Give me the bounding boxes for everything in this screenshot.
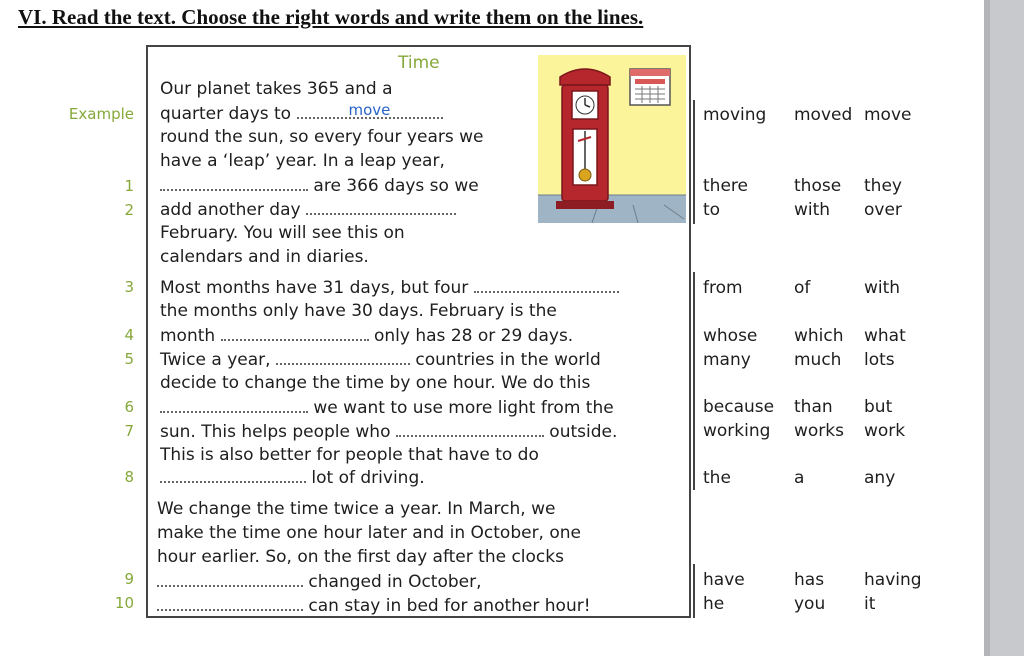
text-line: make the time one hour later and in October, one	[157, 523, 581, 543]
option-word[interactable]: it	[864, 594, 876, 614]
number-label: 2	[124, 201, 134, 219]
number-label: 4	[124, 326, 134, 344]
number-label: 6	[124, 398, 134, 416]
text-line: Our planet takes 365 and a	[160, 79, 393, 99]
text-line	[160, 349, 601, 370]
options-separator	[693, 100, 695, 224]
option-word[interactable]: with	[794, 200, 831, 220]
option-word[interactable]: a	[794, 468, 805, 488]
answer-blank-8[interactable]	[160, 467, 306, 483]
option-word[interactable]: lots	[864, 350, 895, 370]
exercise-heading: VI. Read the text. Choose the right words and write them on the lines.	[18, 5, 644, 29]
text-line: have a ‘leap’ year. In a leap year,	[160, 151, 445, 171]
option-word[interactable]: to	[703, 200, 721, 220]
text-line: decide to change the time by one hour. We do this	[160, 373, 591, 393]
option-word[interactable]: those	[794, 176, 842, 196]
option-word[interactable]: have	[703, 570, 745, 590]
text-line: hour earlier. So, on the first day after the clocks	[157, 547, 564, 567]
option-word[interactable]: much	[794, 350, 842, 370]
text-line	[160, 199, 456, 220]
answer-blank-2[interactable]	[306, 199, 456, 215]
option-word[interactable]: because	[703, 397, 775, 417]
text-fragment: are 366 days so we	[313, 176, 479, 196]
number-label: 10	[114, 594, 134, 612]
option-word[interactable]: with	[864, 278, 901, 298]
text-line	[157, 571, 482, 592]
number-label: 5	[124, 350, 134, 368]
text-line	[160, 277, 619, 298]
option-word[interactable]: working	[703, 421, 771, 441]
option-word[interactable]: works	[794, 421, 844, 441]
option-word[interactable]: there	[703, 176, 748, 196]
text-fragment: sun. This helps people who	[160, 422, 391, 442]
option-word[interactable]: any	[864, 468, 896, 488]
option-word[interactable]: from	[703, 278, 743, 298]
text-line	[160, 103, 443, 124]
passage-title: Time	[398, 53, 440, 73]
number-label: 8	[124, 468, 134, 486]
option-word[interactable]: the	[703, 468, 731, 488]
option-word[interactable]: you	[794, 594, 826, 614]
answer-blank-4[interactable]	[221, 325, 369, 341]
number-label: 7	[124, 422, 134, 440]
text-line	[160, 467, 425, 488]
answer-blank-7[interactable]	[396, 421, 544, 437]
text-line: We change the time twice a year. In March, we	[157, 499, 556, 519]
options-separator	[693, 564, 695, 618]
options-separator	[693, 272, 695, 490]
option-word[interactable]: moving	[703, 105, 767, 125]
text-fragment: can stay in bed for another hour!	[308, 596, 591, 616]
text-fragment: month	[160, 326, 216, 346]
option-word[interactable]: whose	[703, 326, 758, 346]
option-word[interactable]: he	[703, 594, 725, 614]
text-line: round the sun, so every four years we	[160, 127, 484, 147]
clock-illustration	[538, 55, 686, 223]
option-word[interactable]: having	[864, 570, 922, 590]
answer-blank-5[interactable]	[276, 349, 410, 365]
text-line	[160, 421, 617, 442]
option-word[interactable]: what	[864, 326, 906, 346]
text-fragment: quarter days to	[160, 104, 292, 124]
answer-blank-1[interactable]	[160, 175, 308, 191]
text-fragment: Twice a year,	[160, 350, 271, 370]
example-answer: move	[348, 101, 391, 119]
option-word[interactable]: of	[794, 278, 811, 298]
grandfather-clock-icon	[556, 69, 614, 209]
text-fragment: countries in the world	[415, 350, 601, 370]
text-fragment: add another day	[160, 200, 301, 220]
window-scrollbar[interactable]	[984, 0, 1024, 656]
text-line: This is also better for people that have to do	[160, 445, 539, 465]
number-label: 1	[124, 177, 134, 195]
option-word[interactable]: move	[864, 105, 912, 125]
option-word[interactable]: has	[794, 570, 825, 590]
text-line	[160, 325, 573, 346]
option-word[interactable]: many	[703, 350, 751, 370]
scrollbar-edge	[984, 0, 990, 656]
text-fragment: lot of driving.	[311, 468, 425, 488]
option-word[interactable]: over	[864, 200, 902, 220]
option-word[interactable]: than	[794, 397, 833, 417]
answer-blank-10[interactable]	[157, 595, 303, 611]
text-line: February. You will see this on	[160, 223, 405, 243]
number-label: 9	[124, 570, 134, 588]
text-fragment: changed in October,	[308, 572, 482, 592]
example-label: Example	[68, 105, 134, 123]
text-fragment: Most months have 31 days, but four	[160, 278, 469, 298]
option-word[interactable]: work	[864, 421, 906, 441]
text-line: calendars and in diaries.	[160, 247, 369, 267]
text-line	[160, 175, 479, 196]
example-answer-blank	[297, 103, 443, 119]
answer-blank-3[interactable]	[474, 277, 619, 293]
text-line: the months only have 30 days. February is the	[160, 301, 557, 321]
option-word[interactable]: which	[794, 326, 844, 346]
option-word[interactable]: but	[864, 397, 893, 417]
number-label: 3	[124, 278, 134, 296]
answer-blank-6[interactable]	[160, 397, 308, 413]
option-word[interactable]: moved	[794, 105, 853, 125]
answer-blank-9[interactable]	[157, 571, 303, 587]
text-fragment: only has 28 or 29 days.	[374, 326, 574, 346]
text-fragment: outside.	[549, 422, 618, 442]
calendar-icon	[630, 69, 670, 105]
text-fragment: we want to use more light from the	[313, 398, 614, 418]
text-line	[157, 595, 591, 616]
option-word[interactable]: they	[864, 176, 902, 196]
text-line	[160, 397, 614, 418]
